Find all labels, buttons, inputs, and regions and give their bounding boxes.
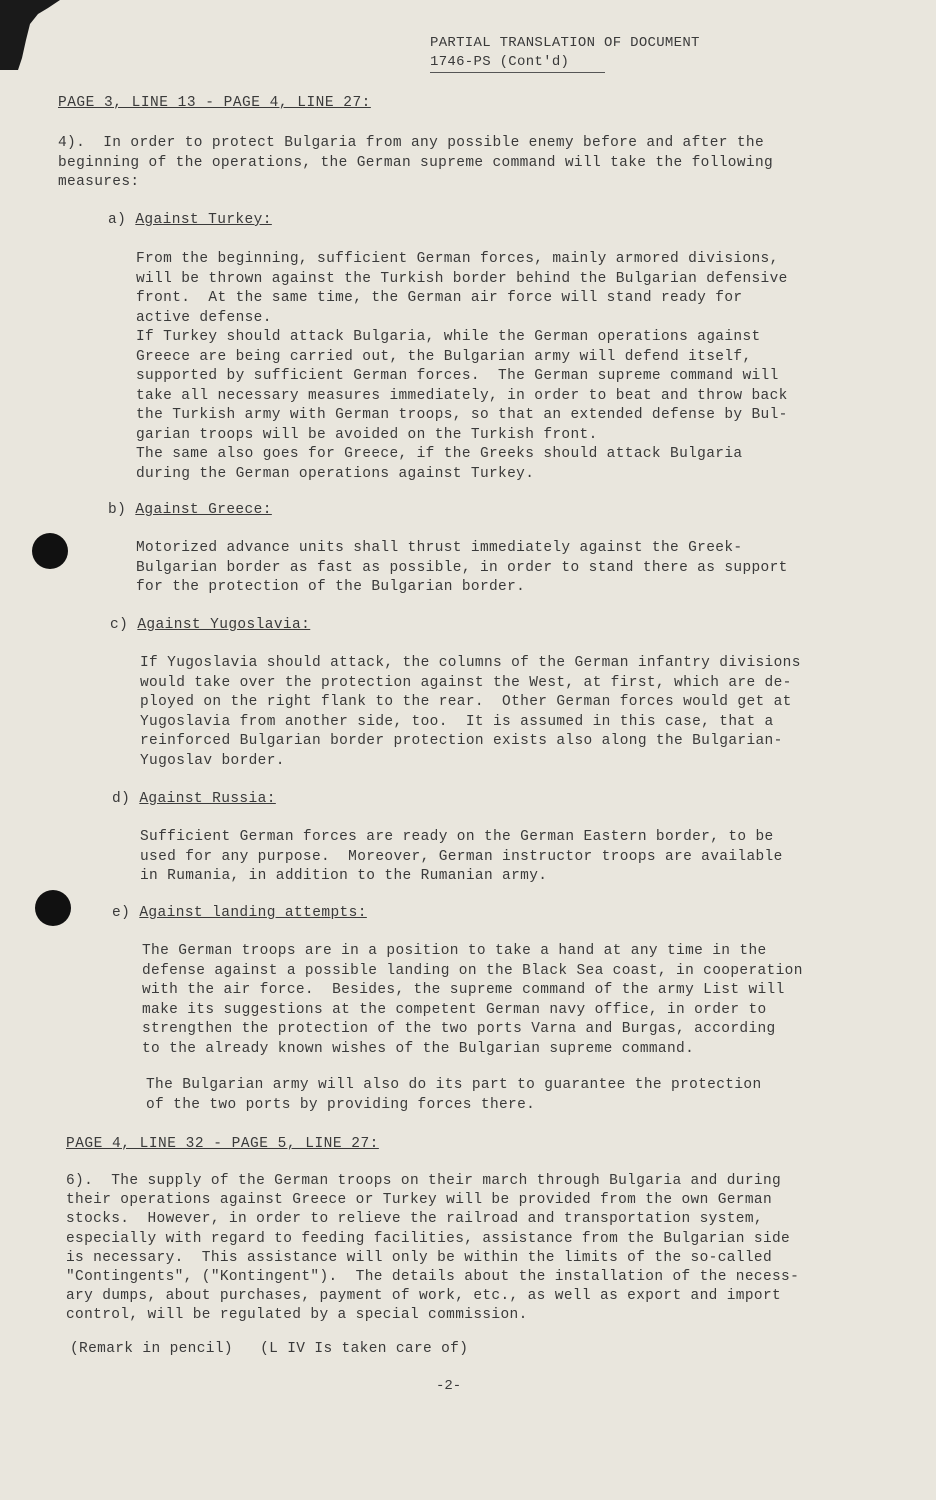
item-b-title: Against Greece: [135,502,272,518]
section1-closing: The Bulgarian army will also do its part to guarantee the protection of the two ports by providing forces there. [146,1077,762,1113]
document-header [430,34,700,73]
item-a-letter: a) [108,212,127,228]
section1-heading: PAGE 3, LINE 13 - PAGE 4, LINE 27: [58,95,371,111]
pencil-remark: (Remark in pencil) (L IV Is taken care of) [70,1341,469,1357]
item-b-heading [108,502,272,518]
item-d-heading [112,791,276,807]
header-document-number: 1746-PS (Cont'd) [430,53,605,73]
section2-heading: PAGE 4, LINE 32 - PAGE 5, LINE 27: [66,1136,379,1152]
section2-text: 6). The supply of the German troops on their march through Bulgaria and during their operations against Greece or Turkey will be provided from the own German stocks. However, in order to relieve the railroad and transportation system, especially with regard to feeding facilities, assistance from the Bulgarian side is necessary. This assistance will only be within the limits of the so-called "Contingents", ("Kontingent"). The details about the installation of the necess- ary dumps, about purchases, payment of work, etc., as well as export and import control, will be regulated by a special commission. [66,1173,800,1324]
punch-hole-top [32,533,68,569]
item-e-text: The German troops are in a position to take a hand at any time in the defense against a possible landing on the Black Sea coast, in cooperation with the air force. Besides, the supreme command of the army List will make its suggestions at the competent German navy office, in order to strengthen the protection of the two ports Varna and Burgas, according to the already known wishes of the Bulgarian supreme command. [142,943,803,1057]
header-title: PARTIAL TRANSLATION OF DOCUMENT [430,35,700,51]
item-e-title: Against landing attempts: [139,905,367,921]
item-d-title: Against Russia: [139,791,276,807]
page-number: -2- [436,1378,462,1394]
item-a-heading [108,212,272,228]
item-a-text: From the beginning, sufficient German forces, mainly armored divisions, will be thrown against the Turkish border behind the Bulgarian defensive front. At the same time, the German air force will stand ready for active defense. If Turkey should attack Bulgaria, while the German operations against Greece are being carried out, the Bulgarian army will defend itself, supported by sufficient German forces. The German supreme command will take all necessary measures immediately, in order to beat and throw back the Turkish army with German troops, so that an extended defense by Bul- garian troops will be avoided on the Turkish front. The same also goes for Greece, if the Greeks should attack Bulgaria during the German operations against Turkey. [136,251,788,482]
section1-intro: 4). In order to protect Bulgaria from any possible enemy before and after the beginning of the operations, the German supreme command will take the following measures: [58,135,774,190]
item-a-title: Against Turkey: [135,212,272,228]
torn-corner-mark [0,0,60,70]
item-c-title: Against Yugoslavia: [137,617,311,633]
item-c-letter: c) [110,617,129,633]
item-c-heading [110,617,310,633]
item-d-text: Sufficient German forces are ready on the German Eastern border, to be used for any purpose. Moreover, German instructor troops are available in Rumania, in addition to the Rumanian army. [140,829,783,884]
item-e-letter: e) [112,905,131,921]
item-c-text: If Yugoslavia should attack, the columns of the German infantry divisions would take over the protection against the West, at first, which are de- ployed on the right flank to the rear. Other German forces would get at Yugoslavia from another side, too. It is assumed in this case, that a reinforced Bulgarian border protection exists also along the Bulgarian- Yugoslav border. [140,655,801,769]
item-b-text: Motorized advance units shall thrust immediately against the Greek- Bulgarian border as fast as possible, in order to stand there as support for the protection of the Bulgarian border. [136,540,788,595]
punch-hole-bottom [35,890,71,926]
item-b-letter: b) [108,502,127,518]
item-e-heading [112,905,367,921]
item-d-letter: d) [112,791,131,807]
